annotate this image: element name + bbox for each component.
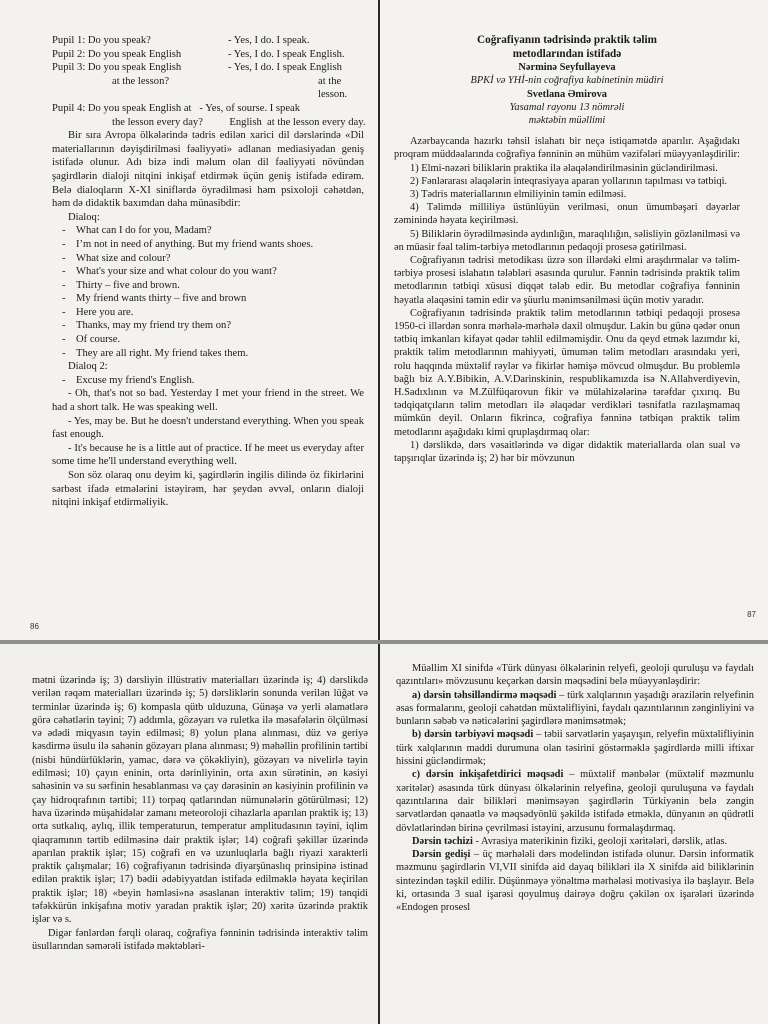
page-number: 87 [747, 610, 756, 619]
pupil-answer: - Yes, I do. I speak English [228, 62, 342, 74]
pupil-question: Pupil 1: Do you speak? [52, 35, 151, 46]
author-role: Yasamal rayonu 13 nömrəli [509, 101, 625, 113]
list-item: 3) Tədris materiallarının elmiliyinin təmin edilməsi. [410, 189, 627, 201]
dialog-heading: Dialoq: [68, 211, 100, 223]
body-paragraph: Coğrafiyanın tədrisində praktik təlim metodlarının tətbiqi pedaqoji prosesə 1950-ci illərdən sonra mərhələ-mərhələ daxil olmuşdur. Lakin bu günə qədər onun tətbiq imkanları kifayət qədər təhlil edilməmişdir. Onu da qeyd etmək lazımdır ki, praktik təlim metodlarının mahiyyəti, ümumən təlim metodları arasındakı yeri, rolu haqqında müxtəlif rəylər və fikirlər həmişə mövcud olmuşdur. Bu problemlə bağlı biz A.Y.Bibikin, A.V.Darinskinin, respublikamızda isə N.Allahverdiyevin, H.Sadıxlının və M.Zülfüqarovun fikir və mülahizələrinə tərəfdar çıxırıq. Bu tədqiqatçıların təlim metodları ilə əlaqədar verdikləri təsnifatla razılaşmamaq mümkün deyil. Onların fikrincə, coğrafiya fənninə tətbiqən praktik təlim metodlarını aşağıdakı kimi qruplaşdırmaq olar: [394, 307, 740, 438]
goal-text: – təbii sərvətlərin yaşayışın, relyefin müxtəlifliyinin türk xalqlarının maddi durumuna olan təsirini göstərməklə şagirdlərdə milli iftixar hissini gücləndirmək; [396, 729, 754, 768]
dialog-line: - My friend wants thirty – five and brown [62, 292, 364, 306]
body-paragraph: Müəllim XI sinifdə «Türk dünyası ölkələrinin relyefi, geoloji quruluşu və faydalı qazıntıları» mövzusunu keçərkən dərsin məqsədini belə müəyyənləşdirir: [396, 663, 754, 688]
pupil-line [52, 34, 364, 48]
list-item: 4) Təlimdə milliliyə üstünlüyün verilməsi, onun ümumbəşəri dəyərlər zəminində həyata keçirilməsi. [394, 202, 740, 227]
author-role: məktəbin müəllimi [528, 115, 606, 126]
equipment-label: Dərsin təchizi [412, 835, 473, 847]
page-86 [0, 0, 378, 640]
body-paragraph: Digər fənlərdən fərqli olaraq, coğrafiya fənninin tədrisində interaktiv təlim üsullarından səmərəli istifadə məktəbləri- [32, 927, 368, 952]
dialog-line: - What can I do for you, Madam? [62, 224, 364, 238]
pupil-answer: - Yes, I do. I speak English. [228, 48, 345, 60]
goal-paragraph [396, 768, 754, 834]
pupil-answer-cont: at the lesson. [318, 75, 348, 101]
goal-label: a) dərsin təhsilləndirmə məqsədi [412, 689, 557, 701]
goal-label: c) dərsin inkişafetdirici məqsədi [412, 769, 564, 781]
pupil-question: Pupil 3: Do you speak English [52, 62, 182, 74]
dialog-line: - Yes, may be. But he doesn't understand everything. When you speak fast enough. [52, 415, 364, 441]
dialog-line: - Of course. [62, 333, 364, 347]
pupil-question-cont: at the lesson? [112, 75, 170, 87]
list-item: 1) Elmi-nəzəri biliklərin praktika ilə əlaqələndirilməsinin gücləndirilməsi. [410, 162, 718, 174]
body-paragraph: 1) dərslikdə, dərs vəsaitlərində və digər didaktik materiallarda olan sual və tapşırıqlar üzərində iş; 2) hər bir mövzunun [394, 439, 740, 465]
page-number: 86 [30, 622, 39, 631]
body-paragraph: mətni üzərində iş; 3) dərsliyin illüstrativ materialları üzərində iş; 4) dərslikdə verilən rəqəm materialları üzərində iş; 5) dərsliklərin sonunda verilən lüğət və terminlər üzərində iş; 6) kompasla qütb ulduzuna, Günəşə və yerli əlamətlərə görə cəhətlərin təyini; 7) addımla, gözəyarı və ruletka ilə məsafələrin ölçülməsi və ədədi miqyasın təyin edilməsi; 8) yolun plana alınması, düz və geriyə kəsdirmə üsulu ilə sahənin gözəyarı plana alınması; 9) məhəllin profilinin tərtibi (nisbi hündürlüklərin, yamac, dərə və çökəkliyin), gözəyarı və nivelirlə təyin edilməsi; 10) çayın eninin, orta dərinliyinin, orta axın sürətinin, ən kəsiyi sahəsinin və su sərfinin hesablanması və çay dərəsinin ən kəsiyinin profilinin və çay hidroqrafının tərtibi; 11) torpaq qatlarından nümunələrin götürülməsi; 12) hava üzərində müşahidələr zamanı meteoroloji cihazlarla aparılan praktik iş; 13) orta sutkalıq, aylıq, illik temperaturun, temperatur amplitudasının təyini, iqlim qiaqramının tərtib edilməsinə dair praktik işlər; 14) coğrafi şəkillər üzərində aparılan praktik işlər; 15) coğrafi en və uzunluqlarla bağlı riyazi xarakterli praktik çalışmalar; 16) coğrafiyanın tədrisində diyarşünaslıq prinsipinə istinad edilən praktik işlər; 17) bədii ədəbiyyatdan istifadə edilməklə həyata keçirilən praktik işlər; 18) «beyin həmləsi»nə əsaslanan interaktiv təlim; 19) tənqidi təfəkkürün inkişafına motiv yaradan praktik işlər; 20) xəritə üzərində praktik işlər və s. [32, 675, 368, 926]
equipment-text: - Avrasiya materikinin fiziki, geoloji xəritələri, dərslik, atlas. [472, 835, 728, 847]
goal-label: b) dərsin tərbiyəvi məqsədi [412, 729, 534, 741]
dialog-line: - Thirty – five and brown. [62, 279, 364, 293]
dialog-line: - Thanks, may my friend try them on? [62, 319, 364, 333]
page-88 [0, 644, 378, 1024]
lesson-flow-label: Dərsin gedişi [412, 849, 471, 861]
article-title: metodlarından istifadə [512, 47, 622, 60]
dialog-line: - I’m not in need of anything. But my friend wants shoes. [62, 238, 364, 252]
pupil-4-line-cont: the lesson every day? English at the lesson every day. [112, 116, 366, 128]
pupil-answer: - Yes, I do. I speak. [228, 35, 310, 46]
dialog-list [52, 224, 364, 360]
pupil-4-line: Pupil 4: Do you speak English at - Yes, of sourse. I speak [52, 102, 301, 114]
body-paragraph: Bir sıra Avropa ölkələrində tədris edilən xarici dil dərslərində «Dil materiallarının dəyişdirilməsi fəaliyyəti» adlanan mediasiyadan geniş istifadə olunur. Adı bizə indi məlum olan dil fəaliyyəti növündən şagirdlərin dialoji nitqini inkişaf etdirmək üçün geniş istifadə edirəm. Belə dialoqların X-XI siniflərdə öyrədilməsi həm psixoloji cəhətdən, həm də didaktik baxımdan daha münasibdir: [52, 130, 364, 210]
list-item: 2) Fənlərarası əlaqələrin inteqrasiyaya aparan yollarının tapılması və tətbiqi. [410, 175, 728, 187]
equipment-paragraph [396, 835, 754, 848]
author-role: BPKİ və YHİ-nin coğrafiya kabinetinin müdiri [470, 75, 664, 87]
author-name: Nərminə Seyfullayeva [518, 62, 616, 74]
goal-paragraph [396, 728, 754, 768]
dialog-line: - They are all right. My friend takes them. [62, 347, 364, 361]
dialog-line: - What size and colour? [62, 252, 364, 266]
lesson-flow-paragraph [396, 848, 754, 914]
dialog-heading: Dialoq 2: [68, 361, 108, 373]
dialog-line: - What's your size and what colour do you want? [62, 265, 364, 279]
body-paragraph: Coğrafiyanın tədrisi metodikası üzrə son illərdəki elmi araşdırmalar və təlim-tərbiyə prosesi islahatın tələbləri əsasında qurulur. Fənnin tədrisində praktik təlim metodlarının tətbiqi xüsusi diqqət tələb edir. Bu metodlar coğrafiya fənninin həyatla əlaqəsini təmin edir və şüurlu mənimsənilməsi üçün motiv yaradır. [394, 255, 740, 306]
body-paragraph: Son söz olaraq onu deyim ki, şagirdlərin ingilis dilində öz fikirlərini sərbəst ifadə etmələrini istəyirəm, hər şeydən əvvəl, onların dialoji nitqini inkişaf etdirməliyik. [52, 470, 364, 509]
list-item: 5) Biliklərin öyrədilməsində aydınlığın, maraqlılığın, səlisliyin gözlənilməsi və ən müasir fəal təlim-tərbiyə metodlarının pedaqoji prosesə gətirilməsi. [394, 228, 740, 253]
dialog-line: - Excuse my friend's English. [62, 374, 364, 388]
pupil-line [52, 61, 364, 75]
page-89 [380, 644, 768, 1024]
dialog-list [52, 374, 364, 388]
pupil-line-continued [52, 75, 364, 102]
lesson-flow-text: – üç mərhələli dərs modelindən istifadə olunur. Dərsin informatik məzmunu şagirdlərin VI,VII sinifdə aid dayaq bilikləri ilə X sinifdə aid biliklərinin sintezindən təşkil edilir. Düşünməyə yönəltmə mərhələsi motivasiya ilə başlayır. Belə ki, ortasında 3 sual işarəsi qoyulmuş dairəyə doğru çəkilən ox işarələri üzərində «Endogen prosesl [396, 849, 754, 914]
pupil-line [52, 48, 364, 62]
goal-text: – türk xalqlarının yaşadığı ərazilərin relyefinin əsas formalarını, geoloji cəhətdən müxtəlifliyini, faydalı qazıntılarının zənginliyini və bunların səbəb və nəticələrini şagirdlərə mənimsətmək; [396, 689, 754, 728]
page-87 [380, 0, 768, 640]
dialog-line: - Oh, that's not so bad. Yesterday I met your friend in the street. We had a short talk. He was speaking well. [52, 388, 364, 414]
dialog-line: - Here you are. [62, 306, 364, 320]
goal-text: – müxtəlif mənbələr (müxtəlif məzmunlu xəritələr) əsasında türk dünyası ölkələrinin relyefinə, geoloji quruluşuna və faydalı qazıntılarına dair bilikləri mənimsəyən şagirdlərin Türkiyənin belə zəngin sərvətlərdən qənaətlə və məqsədyönlü şəkildə istifadə etməklə, dünyanın ən qüdrətli dövlətlərindən birinə çevrilməsi istəyini, arzusunu formalaşdırmaq. [396, 769, 754, 834]
author-name: Svetlana Əmirova [527, 88, 607, 100]
goal-paragraph [396, 689, 754, 729]
body-paragraph: Azərbaycanda hazırkı təhsil islahatı bir neçə istiqamətdə aparılır. Aşağıdakı proqram müddəalarında coğrafiya fənninin ən mühüm vəzifələri müəyyənləşdirilir: [394, 136, 740, 161]
dialog-line: - It's because he is a little aut of practice. If he meet us everyday after some time he'll understand everything well. [52, 442, 364, 468]
pupil-question: Pupil 2: Do you speak English [52, 48, 182, 60]
article-title: Coğrafiyanın tədrisində praktik təlim [477, 34, 657, 46]
